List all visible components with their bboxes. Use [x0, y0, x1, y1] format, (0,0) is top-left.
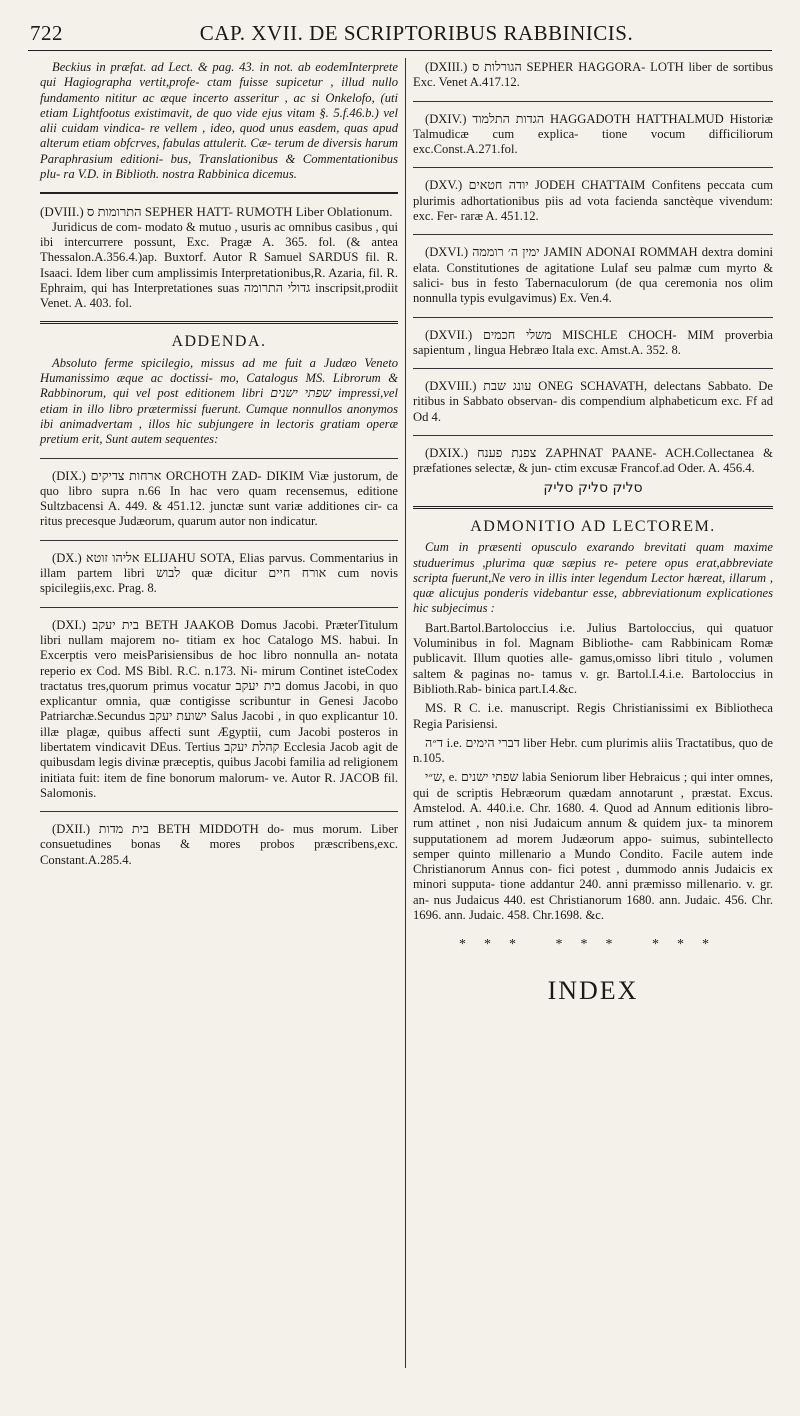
entry-dxiii: (DXIII.) הגורלות ס SEPHER HAGGORA- LOTH liber de sortibus Exc. Venet A.417.12.	[413, 60, 773, 90]
separator	[40, 192, 398, 194]
entry-dviii	[40, 204, 398, 311]
addenda-title: ADDENDA.	[171, 333, 267, 351]
separator	[40, 321, 398, 324]
index-heading: INDEX	[547, 975, 639, 1005]
separator	[413, 317, 773, 318]
admonitio-title: ADMONITIO AD LECTOREM.	[470, 517, 716, 535]
abbrev-ms: MS. R C. i.e. manuscript. Regis Christianissimi ex Bibliotheca Regia Parisiensi.	[413, 701, 773, 731]
separator	[413, 101, 773, 102]
intro-paragraph: Beckius in præfat. ad Lect. & pag. 43. in not. ab eodemInterprete qui Hagiographa vertit,profe- ctam fuisse supicetur , illud nullo fundamento nititur ac æque incerto asseritur , ac si Onkelofo, (uti etiam Lightfootus existimavit, de quo vide ejus vitam §. 5.f.46.b.) vel alii cuidam vindica- re vellem , ideo, quod unus easdem, quas apud alterum etiam obfcrves, fabulas attulerit. Cæ- terum de diversis harum Paraphrasium editioni- bus, Translationibus & Commentationibus plu- ra V.D. in Biblioth. nostra Rabbinica dicemus.	[40, 60, 398, 182]
entry-dxv: (DXV.) יודה חטאים JODEH CHATTAIM Confitens peccata cum plurimis adhortationibus piis ad vota facienda sanctèque vivendum: exc. Fer- raræ A. 451.12.	[413, 178, 773, 224]
addenda-intro: Absoluto ferme spicilegio, missus ad me fuit a Judæo Veneto Humanissimo æque ac doctissi- mo, Catalogus MS. Librorum & Rabbinorum, qui vel post editionem libri שפתי ישנים impressi,vel etiam in illo libro prætermissi fuerunt. Cumque nonnullos anonymos ibi animadvertam , illos hic subjungere in lectoris gratiam operæ pretium erit, Sunt autem sequentes:	[40, 355, 398, 447]
separator	[40, 458, 398, 459]
running-header	[30, 10, 770, 46]
separator	[413, 368, 773, 369]
abbrev-bartol: Bart.Bartol.Bartoloccius i.e. Julius Bartoloccius, qui quatuor Voluminibus in fol. Magnam Bibliothe- cam Rabbinicam Romæ publicavit. Illum quoties alle- gamus,omisso libri titulo , volumen saltem & paginas no- tamus v. gr. Bartol.I.4.i.e. Bartoloccius in Biblioth.Rab- binica part.I.4.&c.	[413, 620, 773, 696]
left-column	[40, 60, 398, 872]
admonitio-intro: Cum in præsenti opusculo exarando brevitati quam maxime studuerimus ,plurima quæ sæpius re- petere opus erat,abbreviate scripta fuerunt,Ne vero in illis inter legendum Lector hæreat, illarum , quæ alicujus ponderis videbantur esse, abbreviationum explicationes hic subjecimus :	[413, 540, 773, 616]
separator	[413, 167, 773, 168]
separator	[413, 506, 773, 509]
column-divider	[405, 58, 406, 1368]
hebrew-closing: סליק סליק סליק	[543, 479, 643, 496]
separator	[40, 540, 398, 541]
separator	[413, 435, 773, 436]
separator	[40, 811, 398, 812]
entry-dxviii: (DXVIII.) עונג שבת ONEG SCHAVATH, delectans Sabbato. De ritibus in Sabbato observan- dis compendium alphabeticum exc. Ff ad Od 4.	[413, 379, 773, 424]
entry-heading: (DVIII.) התרומות ס SEPHER HATT- RUMOTH Liber Oblationum.	[40, 204, 393, 220]
asterism: *** *** ***	[459, 937, 727, 953]
abbrev-sy: ש״י, e. שפתי ישנים labia Seniorum liber Hebraicus ; qui inter omnes, qui de scriptis Hebræorum quædam annotarunt , præstat. Excus. Amstelod. A. 440.i.e. Chr. 1680. 4. Quod ad Annum editionis libro- rum attinet , non nisi Judaicum annum & quidem jux- ta minorem supputationem ad morem Judæorum appo- suimus, subintellecto semper quinto millenario a Mundo Condito. Facile autem inde Christianorum Annus con- fici potest , dummodo annis Judaicis ex minori supputa- tione addantur 240. anni præmisso millenario. v. gr. an- nus Judaicus 440. est Christianorum 1680. ann. Judaic. 456. Chr. 1696. ann. Judaic. 458. Chr.1698. &c.	[413, 770, 774, 923]
entry-dxvii: (DXVII.) משלי חכמים MISCHLE CHOCH- MIM proverbia sapientum , lingua Hebræo Itala exc. Amst.A. 352. 8.	[413, 327, 773, 357]
running-title: CAP. XVII. DE SCRIPTORIBUS RABBINICIS.	[199, 21, 634, 45]
entry-dix: (DIX.) ארחות צדיקים ORCHOTH ZAD- DIKIM Viæ justorum, de quo libro supra n.66 In hac vero quam recensemus, editione Sultzbacensi A. 449. & 451.12. junctæ sunt variæ additiones cir- ca ritus precesque Judæorum, quarum autor non indicatur.	[40, 468, 398, 529]
abbrev-dh: ד״ה i.e. דברי הימים liber Hebr. cum plurimis aliis Tractatibus, quo de n.105.	[413, 735, 774, 766]
entry-dx: (DX.) אליהו זוטא ELIJAHU SOTA, Elias parvus. Commentarius in illam partem libri לבוש quæ dicitur אורח חיים cum novis spicilegiis,exc. Prag. 8.	[40, 550, 399, 596]
right-column	[413, 60, 774, 1005]
entry-body: Juridicus de com- modato & mutuo , usuris ac omnibus casibus , qui ibi intercurrere possunt, Exc. Pragæ A. 365. fol. (& antea Thessalon.A.356.4.)ap. Buxtorf. Autor R Samuel SARDUS fil. R. Isaaci. Idem liber cum amplissimis Interpretationibus,R. Azaria, fil. R. Ephraim, qui has Interpretationes suas גדולי התרומה inscripsit,prodiit Venet. A. 403. fol.	[40, 219, 398, 311]
separator	[413, 234, 773, 235]
entry-dxvi: (DXVI.) ימין ה׳ רוממה JAMIN ADONAI ROMMAH dextra domini elata. Constitutiones de agitatione Lulaf seu palmæ cum myrto & salici- bus in festo Tabernaculorum (de qua ceremonia nos olim nonnulla typis evulgavimus) Ex. Ven.4.	[413, 245, 774, 306]
entry-dxiv: (DXIV.) הגדות התלמוד HAGGADOTH HATTHALMUD Historiæ Talmudicæ cum explica- tione vocum difficiliorum exc.Const.A.271.fol.	[413, 111, 774, 157]
entry-dxix: (DXIX.) צפנת פענח ZAPHNAT PAANE- ACH.Collectanea & præfationes selectæ, & jun- ctim excusæ Francof.ad Oder. A. 456.4.	[413, 446, 773, 476]
page-number: 722	[30, 21, 63, 45]
header-rule	[28, 50, 772, 51]
entry-dxii: (DXII.) בית מדות BETH MIDDOTH do- mus morum. Liber consuetudines bonas & mores probos præscribens,exc. Constant.A.285.4.	[40, 822, 398, 867]
entry-dxi: (DXI.) בית יעקב BETH JAAKOB Domus Jacobi. PræterTitulum libri nullam majorem no- titiam ex hoc Catalogo MS. habui. In Excerptis vero meisParisiensibus de hoc libro nonnulla an- notata reperio ex Cod. MS Bibl. R.C. n.173. Ni- mirum Continet isteCodex tractatus tres,quorum primus vocatur בית יעקב domus Jacobi, in quo explicantur omnia, quæ contigisse scribuntur in Genesi Jacobo Patriarchæ.Secundus ישועת יעקב Salus Jacobi , in quo explicantur 10. illæ plagæ, quibus affecti sunt Ægyptii, cum Jacobi posteros in libertatem vindicavit DEus. Tertius קהלת יעקב Ecclesia Jacob agit de quibusdam legis divinæ præceptis, quibus Jacobi familia ad religionem initiata fuit: item de fine bonorum malorum- ve. Autor R. JACOB fil. Salomonis.	[40, 617, 398, 800]
separator	[40, 607, 398, 608]
